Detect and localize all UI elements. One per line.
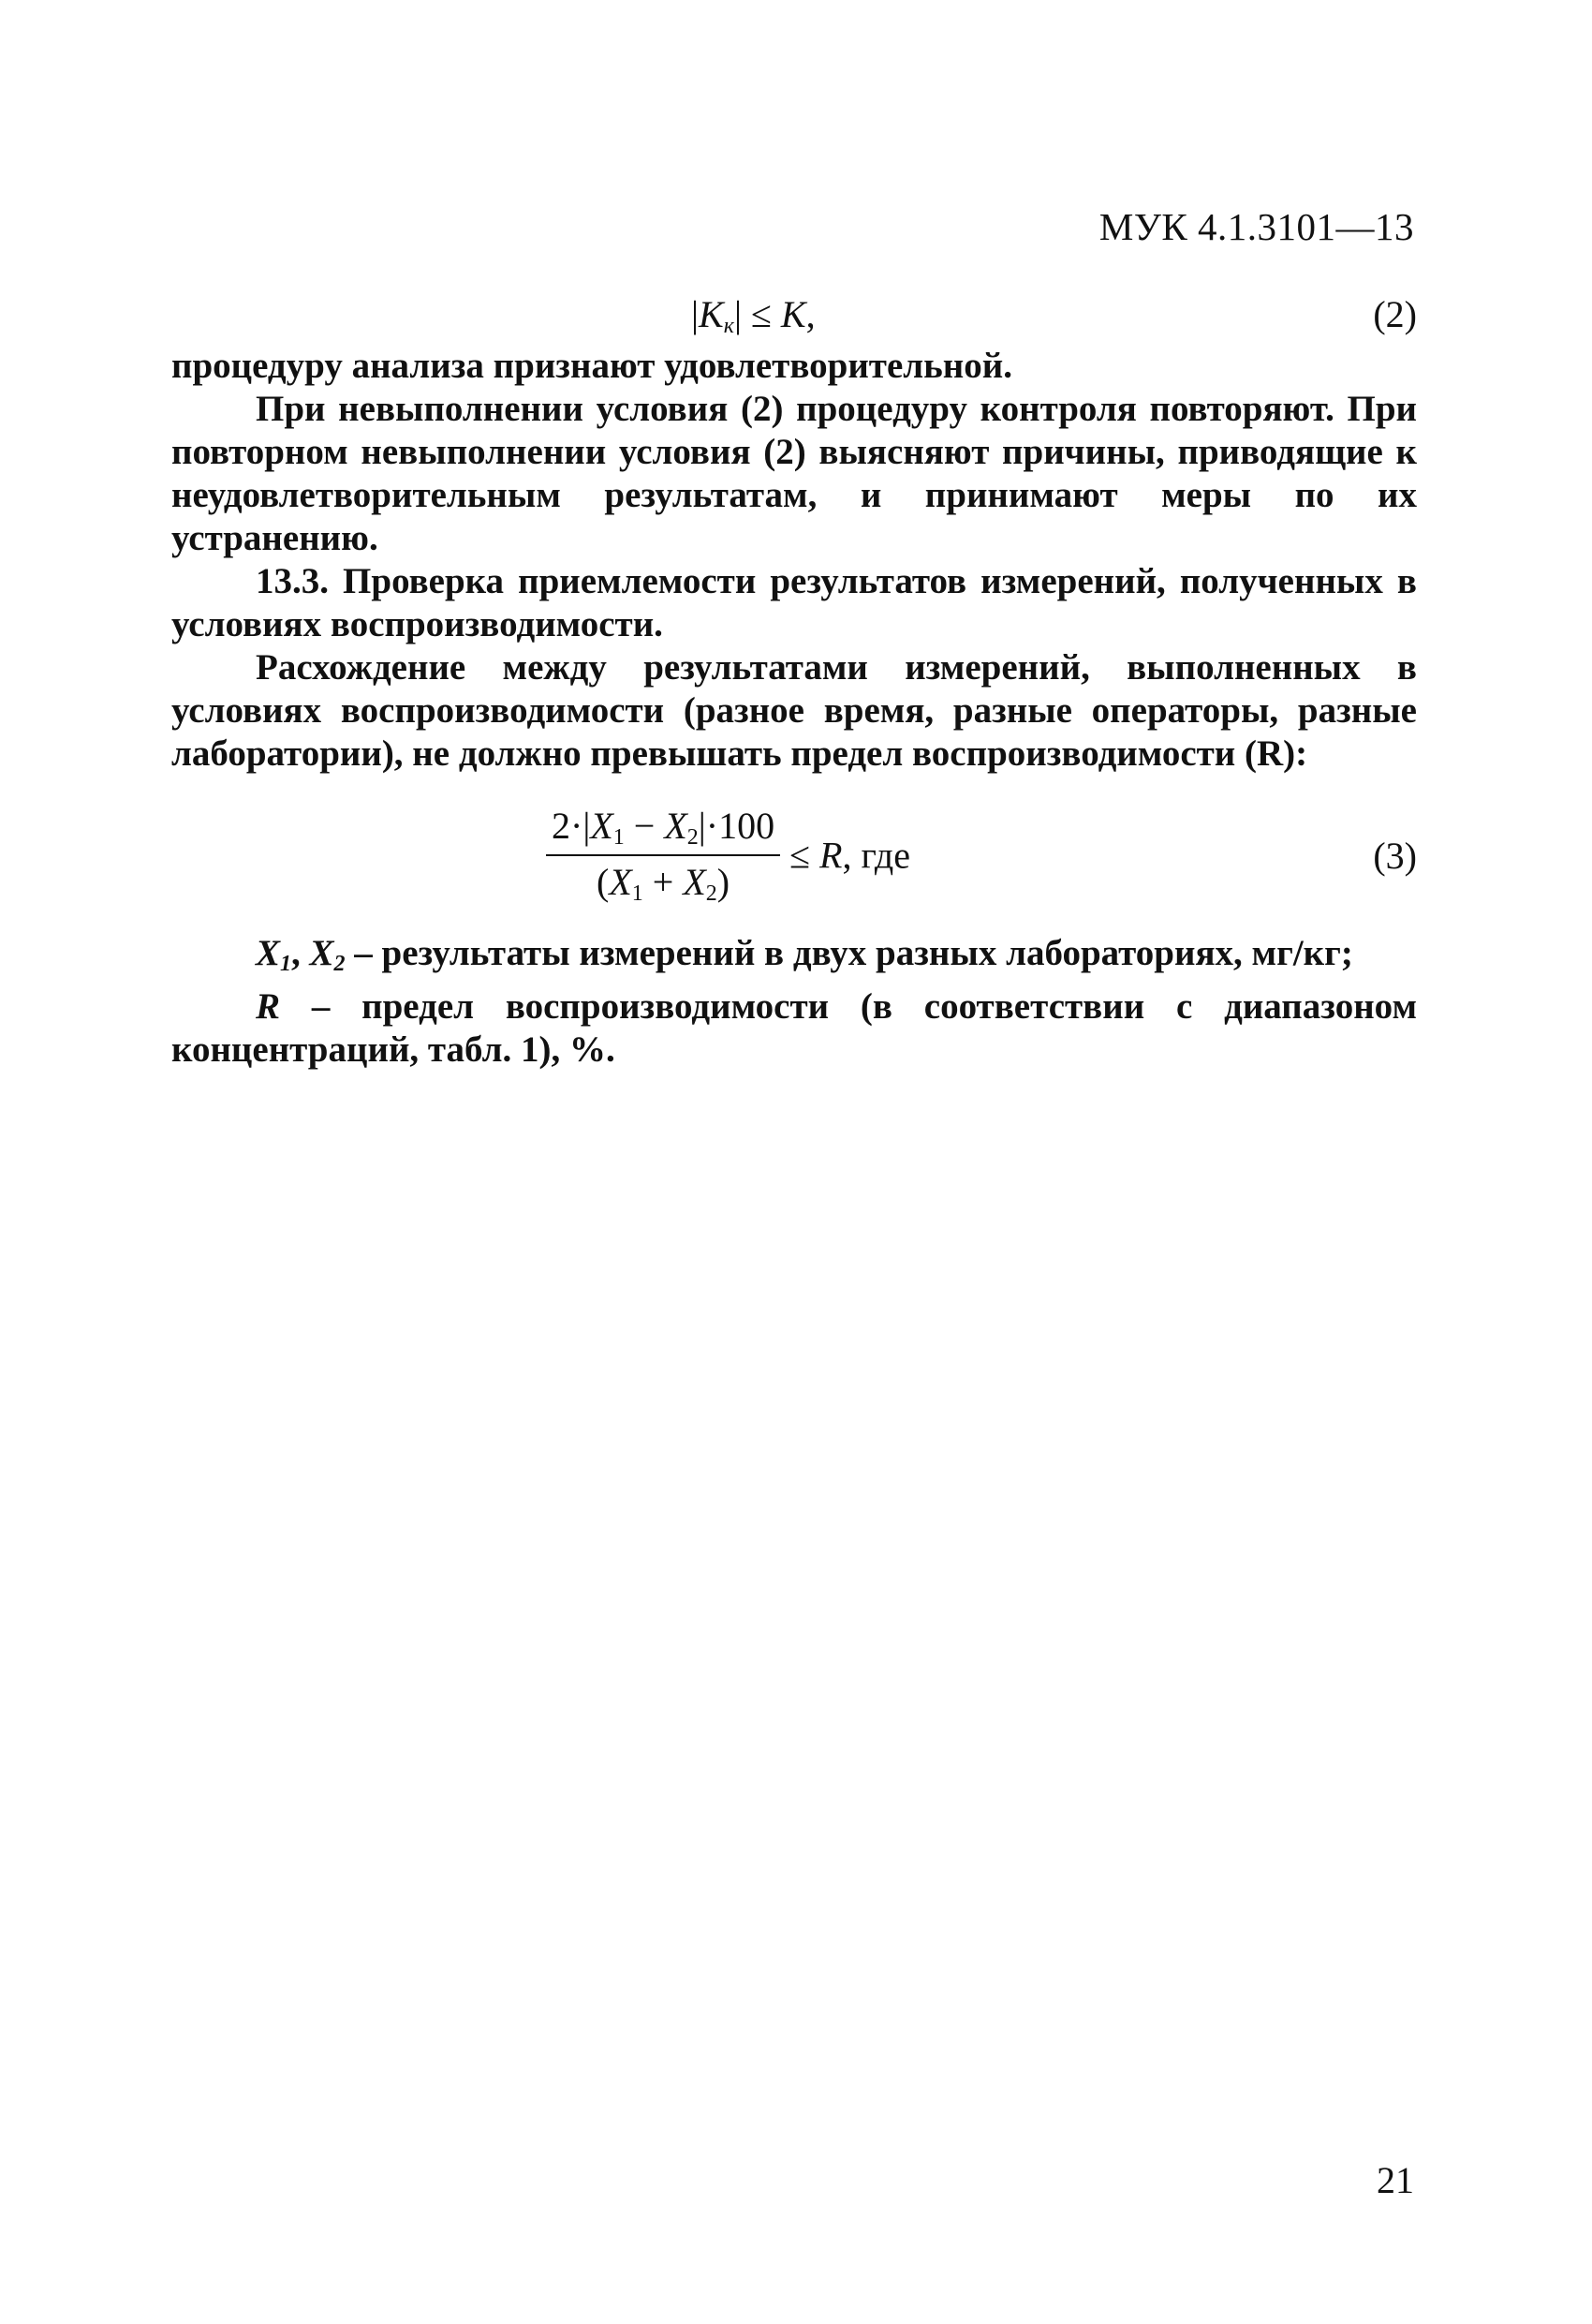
equation-2-number: (2)	[1373, 293, 1417, 335]
equation-3-numerator: $2\cdot|X_1 - X_2|\cdot 100$	[546, 804, 780, 856]
definition-r-text: предел воспроизводимости (в соответствии с диапазоном концентраций, табл. 1), %.	[171, 986, 1418, 1070]
equation-3-suffix: , где	[842, 834, 911, 877]
definitions	[171, 932, 1417, 1072]
equation-3-fraction	[546, 804, 780, 907]
definition-x-text: результаты измерений в двух разных лабораториях, мг/кг;	[381, 933, 1353, 973]
paragraph-reproducibility: Расхождение между результатами измерений, выполненных в условиях воспроизводимости (разное время, разные операторы, разные лаборатории), не должно превышать предел воспроизводимости (R):	[171, 647, 1417, 774]
equation-3-number: (3)	[1373, 835, 1417, 877]
equation-2-formula: $|K_к| \le K$,	[691, 293, 816, 338]
definition-x: $X_1$, $X_2$ – результаты измерений в двух разных лабораториях, мг/кг;	[256, 933, 1353, 976]
equation-3	[171, 804, 1417, 916]
section-13-3-title: 13.3. Проверка приемлемости результатов измерений, полученных в условиях воспроизводимости.	[171, 561, 1417, 644]
equation-3-formula: $\frac{2\cdot|X_1 - X_2|\cdot 100}{(X_1 + X_2)}$ ≤ R, где	[546, 804, 910, 907]
paragraph-conclusion: процедуру анализа признают удовлетворительной.	[171, 346, 1012, 386]
equation-3-denominator: $(X_1 + X_2)$	[597, 861, 730, 906]
document-code: МУК 4.1.3101—13	[1098, 205, 1414, 248]
paragraph-repeat-control: При невыполнении условия (2) процедуру контроля повторяют. При повторном невыполнении условия (2) выясняют причины, приводящие к неудовлетворительным результатам, и принимают меры по их устранению.	[171, 389, 1417, 558]
page-number: 21	[1377, 2159, 1414, 2201]
definition-r: R – предел воспроизводимости (в соответствии с диапазоном концентраций, табл. 1), %.	[171, 986, 1418, 1070]
main-text	[171, 345, 1417, 776]
